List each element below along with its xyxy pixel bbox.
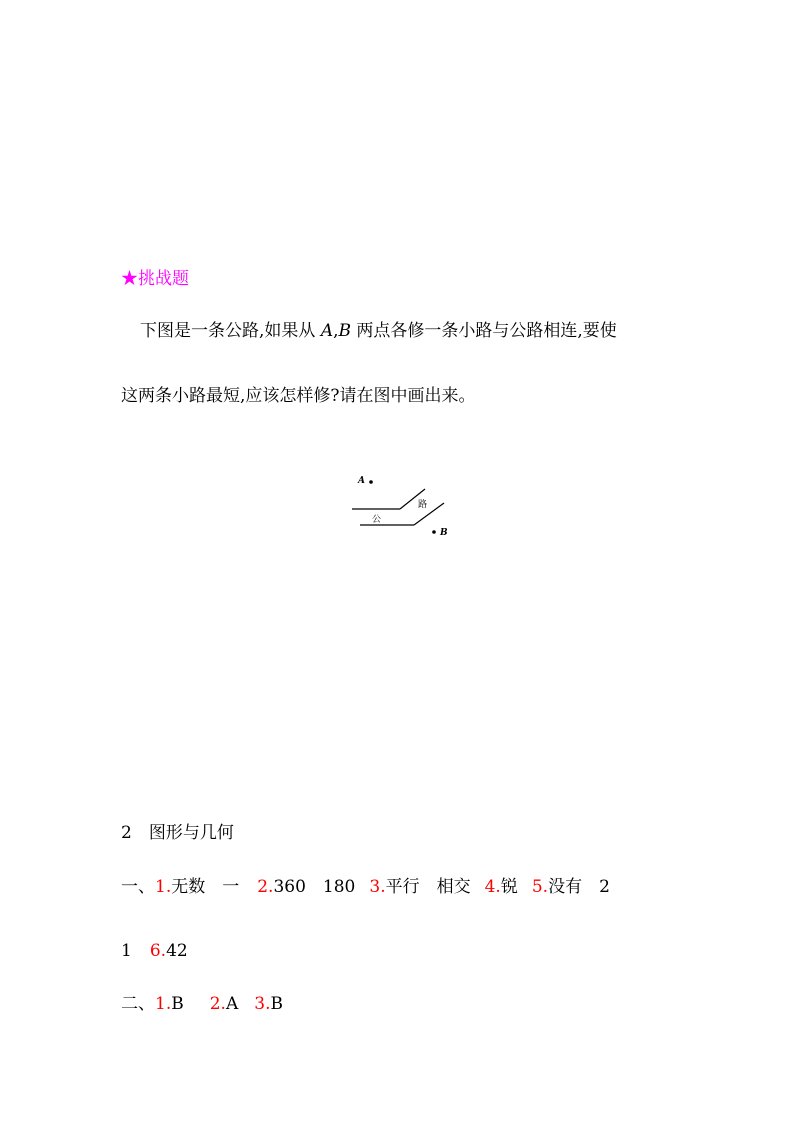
part2-q2-answer: A xyxy=(225,994,239,1014)
part1-q3-num: 3. xyxy=(369,877,386,897)
problem-line1-after: 两点各修一条小路与公路相连,要使 xyxy=(351,321,617,341)
part2-q1-num: 1. xyxy=(155,994,172,1014)
road-label-gong: 公 xyxy=(372,515,382,525)
section-title: ★挑战题 xyxy=(121,269,189,289)
point-b-dot xyxy=(432,530,436,534)
part1-q6-answer: 42 xyxy=(166,941,188,961)
part1-q5-num: 5. xyxy=(531,877,549,897)
road-figure xyxy=(340,468,460,548)
part2-q1-answer: B xyxy=(171,994,184,1014)
part1-q2-num: 2. xyxy=(257,877,274,897)
part1-q5-answer: 没有 2 xyxy=(548,877,610,897)
point-b-label: B xyxy=(440,528,448,538)
problem-line-1 xyxy=(140,320,617,342)
part1-q3-answer: 平行 相交 xyxy=(385,877,471,897)
part1-q2-answer: 360 180 xyxy=(273,877,356,897)
part1-q4-num: 4. xyxy=(484,877,501,897)
point-b-ref: B xyxy=(338,321,351,341)
point-a-dot xyxy=(369,480,373,484)
part1-q1-answer: 无数 一 xyxy=(171,877,240,897)
part1-q1-num: 1. xyxy=(155,877,172,897)
part1-cont: 1 xyxy=(121,941,132,961)
part2-q3-num: 3. xyxy=(254,994,271,1014)
problem-comma: , xyxy=(333,321,339,341)
part2-prefix: 二、 xyxy=(121,994,155,1014)
point-a-label: A xyxy=(358,476,365,486)
answers-part1 xyxy=(121,876,610,898)
answers-heading: 2 图形与几何 xyxy=(121,823,234,843)
answers-part2 xyxy=(121,993,283,1015)
problem-line-2: 这两条小路最短,应该怎样修?请在图中画出来。 xyxy=(121,386,476,406)
part1-prefix: 一、 xyxy=(121,877,155,897)
answers-part1-continued xyxy=(121,940,188,962)
part1-q6-num: 6. xyxy=(149,941,167,961)
point-a-ref: A xyxy=(320,321,334,341)
part2-q3-answer: B xyxy=(270,994,283,1014)
part2-q2-num: 2. xyxy=(209,994,226,1014)
problem-line1-before: 下图是一条公路,如果从 xyxy=(140,321,321,341)
road-label-lu: 路 xyxy=(418,500,428,510)
part1-q4-answer: 锐 xyxy=(500,877,518,897)
